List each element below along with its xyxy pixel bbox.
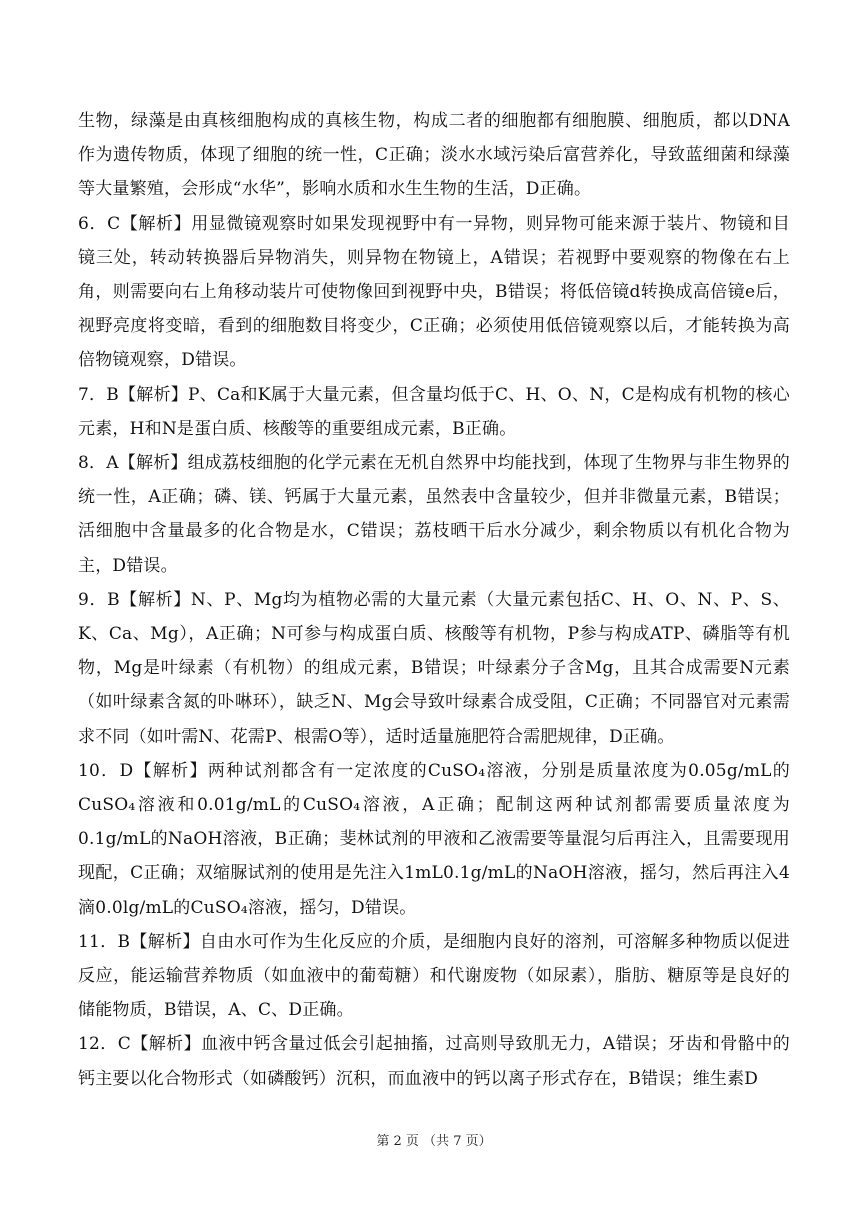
answer-12: 12．C【解析】血液中钙含量过低会引起抽搐，过高则导致肌无力，A错误；牙齿和骨骼中的钙主要以化合物形式（如磷酸钙）沉积，而血液中的钙以离子形式存在，B错误；维生素D xyxy=(78,1034,790,1089)
answer-10: 10．D【解析】两种试剂都含有一定浓度的CuSO₄溶液，分别是质量浓度为0.05g/mL的CuSO₄溶液和0.01g/mL的CuSO₄溶液，A正确；配制这两种试剂都需要质量浓度为0.1g/mL的NaOH溶液，B正确；斐林试剂的甲液和乙液需要等量混匀后再注入，且需要现用现配，C正确；双缩脲试剂的使用是先注入1mL0.1g/mL的NaOH溶液，摇匀，然后再注入4滴0.0lg/mL的CuSO₄溶液，摇匀，D错误。 xyxy=(78,760,790,918)
answer-9: 9．B【解析】N、P、Mg均为植物必需的大量元素（大量元素包括C、H、O、N、P、S、K、Ca、Mg），A正确；N可参与构成蛋白质、核酸等有机物，P参与构成ATP、磷脂等有机物，Mg是叶绿素（有机物）的组成元素，B错误；叶绿素分子含Mg，且其合成需要N元素（如叶绿素含氮的卟啉环），缺乏N、Mg会导致叶绿素合成受阻，C正确；不同器官对元素需求不同（如叶需N、花需P、根需O等），适时适量施肥符合需肥规律，D正确。 xyxy=(78,589,790,747)
answer-8: 8．A【解析】组成荔枝细胞的化学元素在无机自然界中均能找到，体现了生物界与非生物界的统一性，A正确；磷、镁、钙属于大量元素，虽然表中含量较少，但并非微量元素，B错误；活细胞中含量最多的化合物是水，C错误；荔枝晒干后水分减少，剩余物质以有机化合物为主，D错误。 xyxy=(78,453,790,576)
answer-7: 7．B【解析】P、Ca和K属于大量元素，但含量均低于C、H、O、N，C是构成有机物的核心元素，H和N是蛋白质、核酸等的重要组成元素，B正确。 xyxy=(78,384,790,439)
answer-6: 6．C【解析】用显微镜观察时如果发现视野中有一异物，则异物可能来源于装片、物镜和目镜三处，转动转换器后异物消失，则异物在物镜上，A错误；若视野中要观察的物像在右上角，则需要向右上角移动装片可使物像回到视野中央，B错误；将低倍镜d转换成高倍镜e后，视野亮度将变暗，看到的细胞数目将变少，C正确；必须使用低倍镜观察以后，才能转换为高倍物镜观察，D错误。 xyxy=(78,213,790,371)
page-number-footer: 第 2 页 （共 7 页） xyxy=(376,1134,492,1149)
paragraph-continuation: 生物，绿藻是由真核细胞构成的真核生物，构成二者的细胞都有细胞膜、细胞质，都以DNA作为遗传物质，体现了细胞的统一性，C正确；淡水水域污染后富营养化，导致蓝细菌和绿藻等大量繁殖，会形成“水华”，影响水质和水生生物的生活，D正确。 xyxy=(78,111,790,200)
answer-explanations xyxy=(78,104,790,1096)
answer-11: 11．B【解析】自由水可作为生化反应的介质，是细胞内良好的溶剂，可溶解多种物质以促进反应，能运输营养物质（如血液中的葡萄糖）和代谢废物（如尿素），脂肪、糖原等是良好的储能物质，B错误，A、C、D正确。 xyxy=(78,931,790,1021)
